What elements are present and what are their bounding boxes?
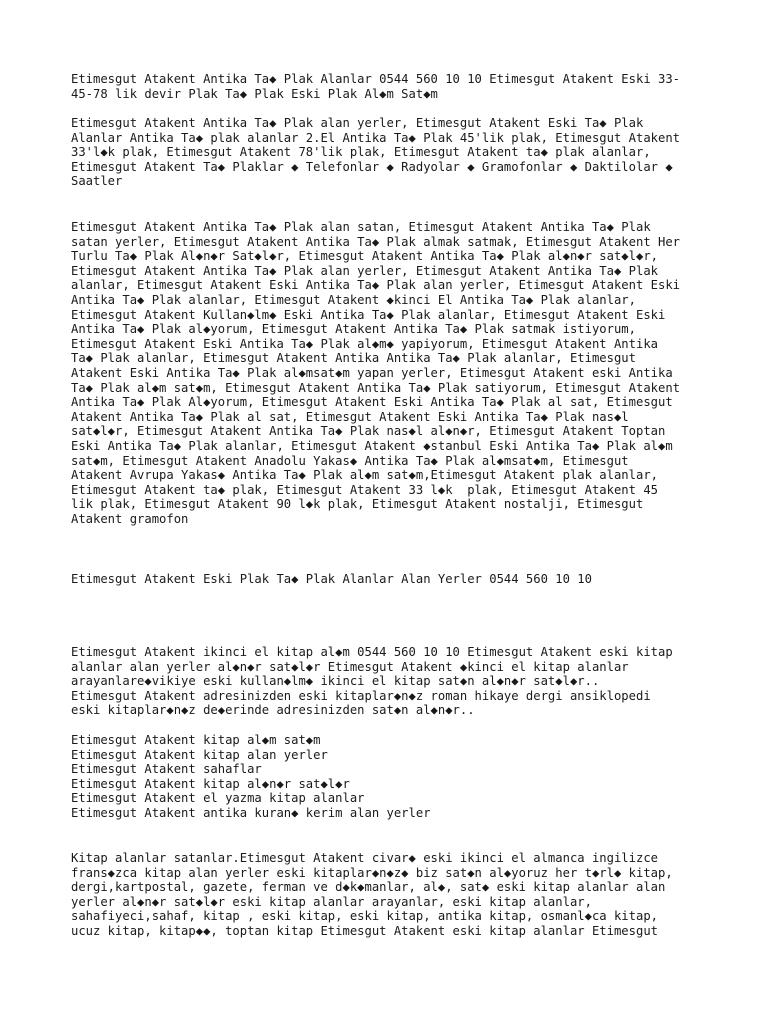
paragraph-plak-alan-yerler: Etimesgut Atakent Antika Ta◆ Plak alan yerler, Etimesgut Atakent Eski Ta◆ Plak Alanlar Antika Ta◆ plak alanlar 2.El Antika Ta◆ Plak 45'lik plak, Etimesgut Atakent 33'l◆k plak, Etimesgut Atakent 78'lik plak, Etimesgut Atakent ta◆ plak alanlar, Etimesgut Atakent Ta◆ Plaklar ◆ Telefonlar ◆ Radyolar ◆ Gramofonlar ◆ Daktilolar ◆ Saatler bbox=[71, 116, 681, 189]
paragraph-plak-alan-satan: Etimesgut Atakent Antika Ta◆ Plak alan satan, Etimesgut Atakent Antika Ta◆ Plak satan yerler, Etimesgut Atakent Antika Ta◆ Plak almak satmak, Etimesgut Atakent Her Turlu Ta◆ Plak Al◆n◆r Sat◆l◆r, Etimesgut Atakent Antika Ta◆ Plak al◆n◆r sat◆l◆r, Etimesgut Atakent Antika Ta◆ Plak alan yerler, Etimesgut Atakent Antika Ta◆ Plak alanlar, Etimesgut Atakent Eski Antika Ta◆ Plak alan yerler, Etimesgut Atakent Eski Antika Ta◆ Plak alanlar, Etimesgut Atakent ◆kinci El Antika Ta◆ Plak alanlar, Etimesgut Atakent Kullan◆lm◆ Eski Antika Ta◆ Plak alanlar, Etimesgut Atakent Eski Antika Ta◆ Plak al◆yorum, Etimesgut Atakent Antika Ta◆ Plak satmak istiyorum, Etimesgut Atakent Eski Antika Ta◆ Plak al◆m◆ yapiyorum, Etimesgut Atakent Antika Ta◆ Plak alanlar, Etimesgut Atakent Antika Antika Ta◆ Plak alanlar, Etimesgut Atakent Eski Antika Ta◆ Plak al◆msat◆m yapan yerler, Etimesgut Atakent eski Antika Ta◆ Plak al◆m sat◆m, Etimesgut Atakent Antika Ta◆ Plak satiyorum, Etimesgut Atakent Antika Ta◆ Plak Al◆yorum, Etimesgut Atakent Eski Antika Ta◆ Plak al sat, Etimesgut Atakent Antika Ta◆ Plak al sat, Etimesgut Atakent Eski Antika Ta◆ Plak nas◆l sat◆l◆r, Etimesgut Atakent Antika Ta◆ Plak nas◆l al◆n◆r, Etimesgut Atakent Toptan Eski Antika Ta◆ Plak alanlar, Etimesgut Atakent ◆stanbul Eski Antika Ta◆ Plak al◆m sat◆m, Etimesgut Atakent Anadolu Yakas◆ Antika Ta◆ Plak al◆msat◆m, Etimesgut Atakent Avrupa Yakas◆ Antika Ta◆ Plak al◆m sat◆m,Etimesgut Atakent plak alanlar, Etimesgut Atakent ta◆ plak, Etimesgut Atakent 33 l◆k plak, Etimesgut Atakent 45 lik plak, Etimesgut Atakent 90 l◆k plak, Etimesgut Atakent nostalji, Etimesgut Atakent gramofon bbox=[71, 220, 681, 526]
paragraph-plak-alanlar-intro: Etimesgut Atakent Antika Ta◆ Plak Alanlar 0544 560 10 10 Etimesgut Atakent Eski 33- 45-78 lik devir Plak Ta◆ Plak Eski Plak Al◆m Sat◆m bbox=[71, 72, 681, 101]
paragraph-kitap-list: Etimesgut Atakent kitap al◆m sat◆m Etimesgut Atakent kitap alan yerler Etimesgut Atakent sahaflar Etimesgut Atakent kitap al◆n◆r sat◆l◆r Etimesgut Atakent el yazma kitap alanlar Etimesgut Atakent antika kuran◆ kerim alan yerler bbox=[71, 733, 431, 820]
paragraph-ikinci-el-kitap: Etimesgut Atakent ikinci el kitap al◆m 0544 560 10 10 Etimesgut Atakent eski kitap alanlar alan yerler al◆n◆r sat◆l◆r Etimesgut Atakent ◆kinci el kitap alanlar arayanlare◆vikiye eski kullan◆lm◆ ikinci el kitap sat◆n al◆n◆r sat◆l◆r.. Etimesgut Atakent adresinizden eski kitaplar◆n◆z roman hikaye dergi ansiklopedi eski kitaplar◆n◆z de◆erinde adresinizden sat◆n al◆n◆r.. bbox=[71, 645, 673, 718]
paragraph-kitap-alanlar-satanlar: Kitap alanlar satanlar.Etimesgut Atakent civar◆ eski ikinci el almanca ingilizce frans◆zca kitap alan yerler eski kitaplar◆n◆z◆ biz sat◆n al◆yoruz her t◆rl◆ kitap, dergi,kartpostal, gazete, ferman ve d◆k◆manlar, al◆, sat◆ eski kitap alanlar alan yerler al◆n◆r sat◆l◆r eski kitap alanlar arayanlar, eski kitap alanlar, sahafiyeci,sahaf, kitap , eski kitap, eski kitap, antika kitap, osmanl◆ca kitap, ucuz kitap, kitap◆◆, toptan kitap Etimesgut Atakent eski kitap alanlar Etimesgut bbox=[71, 851, 673, 938]
paragraph-eski-plak-heading: Etimesgut Atakent Eski Plak Ta◆ Plak Alanlar Alan Yerler 0544 560 10 10 bbox=[71, 572, 592, 586]
